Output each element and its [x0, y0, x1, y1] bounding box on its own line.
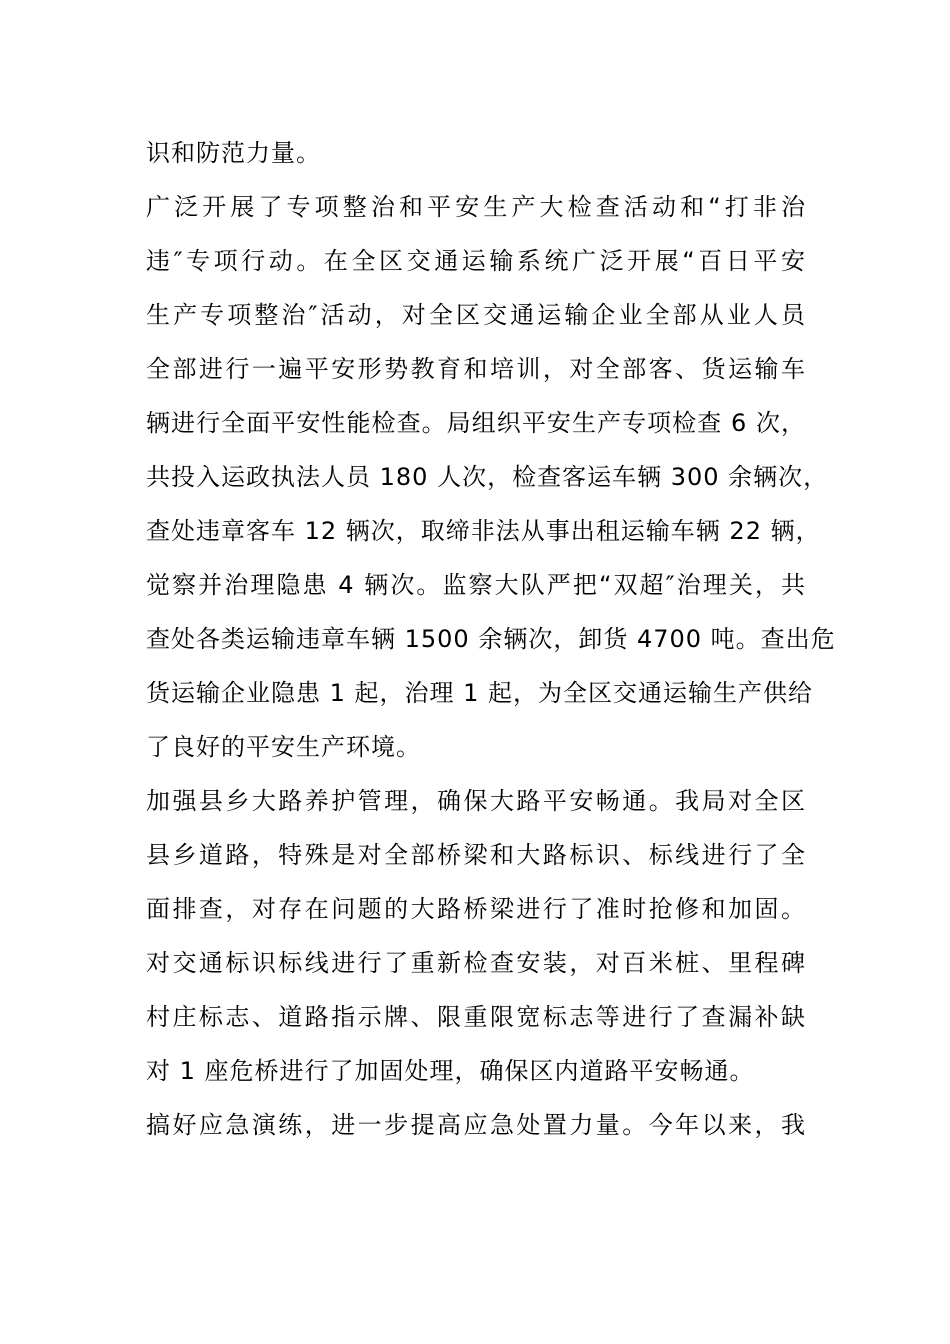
text-line: 辆进行全面平安性能检查。局组织平安生产专项检查 6 次， [146, 409, 806, 437]
paragraph-start-line: 搞好应急演练，进一步提高应急处置力量。今年以来，我 [146, 1111, 806, 1139]
document-body [146, 126, 836, 1152]
text-line: 觉察并治理隐患 4 辆次。监察大队严把“双超″治理关，共 [146, 571, 806, 599]
text-line: 查处违章客车 12 辆次，取缔非法从事出租运输车辆 22 辆， [146, 517, 821, 545]
text-line: 共投入运政执法人员 180 人次，检查客运车辆 300 余辆次， [146, 463, 829, 491]
text-line: 对 1 座危桥进行了加固处理，确保区内道路平安畅通。 [146, 1057, 755, 1085]
paragraph-start-line: 广泛开展了专项整治和平安生产大检查活动和“打非治 [146, 193, 806, 221]
text-line: 了良好的平安生产环境。 [146, 733, 421, 761]
text-line: 货运输企业隐患 1 起，治理 1 起，为全区交通运输生产供给 [146, 679, 814, 707]
text-line: 识和防范力量。 [146, 139, 321, 167]
text-line: 对交通标识标线进行了重新检查安装，对百米桩、里程碑 [146, 949, 806, 977]
text-line: 生产专项整治″活动，对全区交通运输企业全部从业人员 [146, 301, 806, 329]
text-line: 面排查，对存在问题的大路桥梁进行了准时抢修和加固。 [146, 895, 806, 923]
text-line: 违″专项行动。在全区交通运输系统广泛开展“百日平安 [146, 247, 806, 275]
paragraph-start-line: 加强县乡大路养护管理，确保大路平安畅通。我局对全区 [146, 787, 806, 815]
text-line: 县乡道路，特殊是对全部桥梁和大路标识、标线进行了全 [146, 841, 806, 869]
text-line: 全部进行一遍平安形势教育和培训，对全部客、货运输车 [146, 355, 806, 383]
text-line: 村庄标志、道路指示牌、限重限宽标志等进行了查漏补缺 [146, 1003, 806, 1031]
text-line: 查处各类运输违章车辆 1500 余辆次，卸货 4700 吨。查出危 [146, 625, 836, 653]
